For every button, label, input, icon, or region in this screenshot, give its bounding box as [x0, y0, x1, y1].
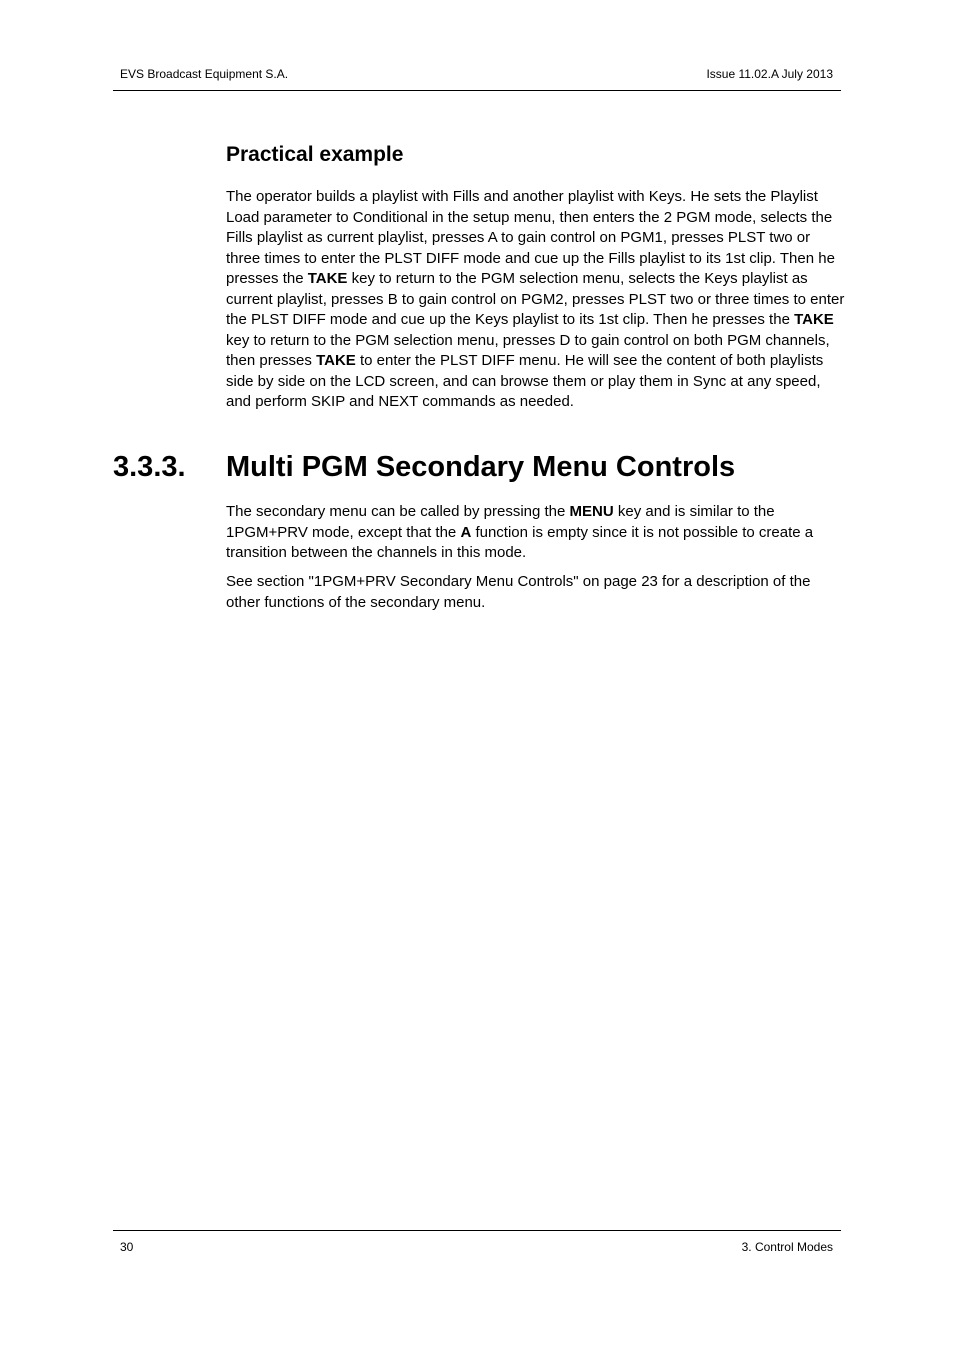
bold-function-a: A [460, 523, 472, 541]
text-run: key to return to the PGM selection menu, presses D to gain control on both PGM channels, then presses [226, 331, 830, 369]
header-company: EVS Broadcast Equipment S.A. [120, 67, 289, 81]
section-title: Multi PGM Secondary Menu Controls [226, 451, 736, 483]
bold-key-take: TAKE [316, 352, 356, 369]
paragraph-text [226, 187, 846, 413]
paragraph-text: See section "1PGM+PRV Secondary Menu Controls" on page 23 for a description of the other functions of the secondary menu. [226, 573, 811, 611]
text-run: to enter the PLST DIFF menu. He will see the content of both playlists side by side on the LCD screen, and can browse them or play them in Sync at any speed, and perform SKIP and NEXT commands as needed. [226, 352, 824, 410]
text-run: key to return to the PGM selection menu, selects the Keys playlist as current playlist, presses B to gain control on PGM2, presses PLST two or three times to enter the PLST DIFF mode and cue up the Keys playlist to its 1st clip. Then he presses the [226, 270, 845, 328]
footer-chapter: 3. Control Modes [741, 1240, 833, 1254]
page-header [113, 66, 841, 91]
practical-example-paragraph [226, 187, 846, 413]
bold-key-menu: MENU [569, 503, 614, 520]
page-footer [113, 1230, 841, 1257]
bold-key-take: TAKE [794, 311, 834, 328]
section-paragraph-2 [226, 572, 846, 613]
practical-example-block [226, 140, 846, 170]
header-issue: Issue 11.02.A July 2013 [706, 67, 833, 81]
section-paragraph-1 [226, 502, 846, 564]
text-run: The secondary menu can be called by pressing the [226, 503, 570, 520]
text-run: key and is similar to the 1PGM+PRV mode, except that the [226, 503, 775, 541]
bold-key-take: TAKE [307, 270, 348, 287]
paragraph-text [226, 502, 846, 564]
section-number: 3.3.3. [113, 451, 186, 483]
text-run: function is empty since it is not possible to create a transition between the channels in this mode. [226, 523, 814, 561]
text-run: The operator builds a playlist with Fills and another playlist with Keys. He sets the Playlist Load parameter to Conditional in the setup menu, then enters the 2 PGM mode, selects the Fills playlist as current playlist, presses A to gain control on PGM1, presses PLST two or three times to enter the PLST DIFF mode and cue up the Fills playlist to its 1st clip. Then he presses the [226, 188, 835, 287]
footer-page-number: 30 [120, 1240, 134, 1254]
practical-example-heading: Practical example [226, 143, 404, 166]
